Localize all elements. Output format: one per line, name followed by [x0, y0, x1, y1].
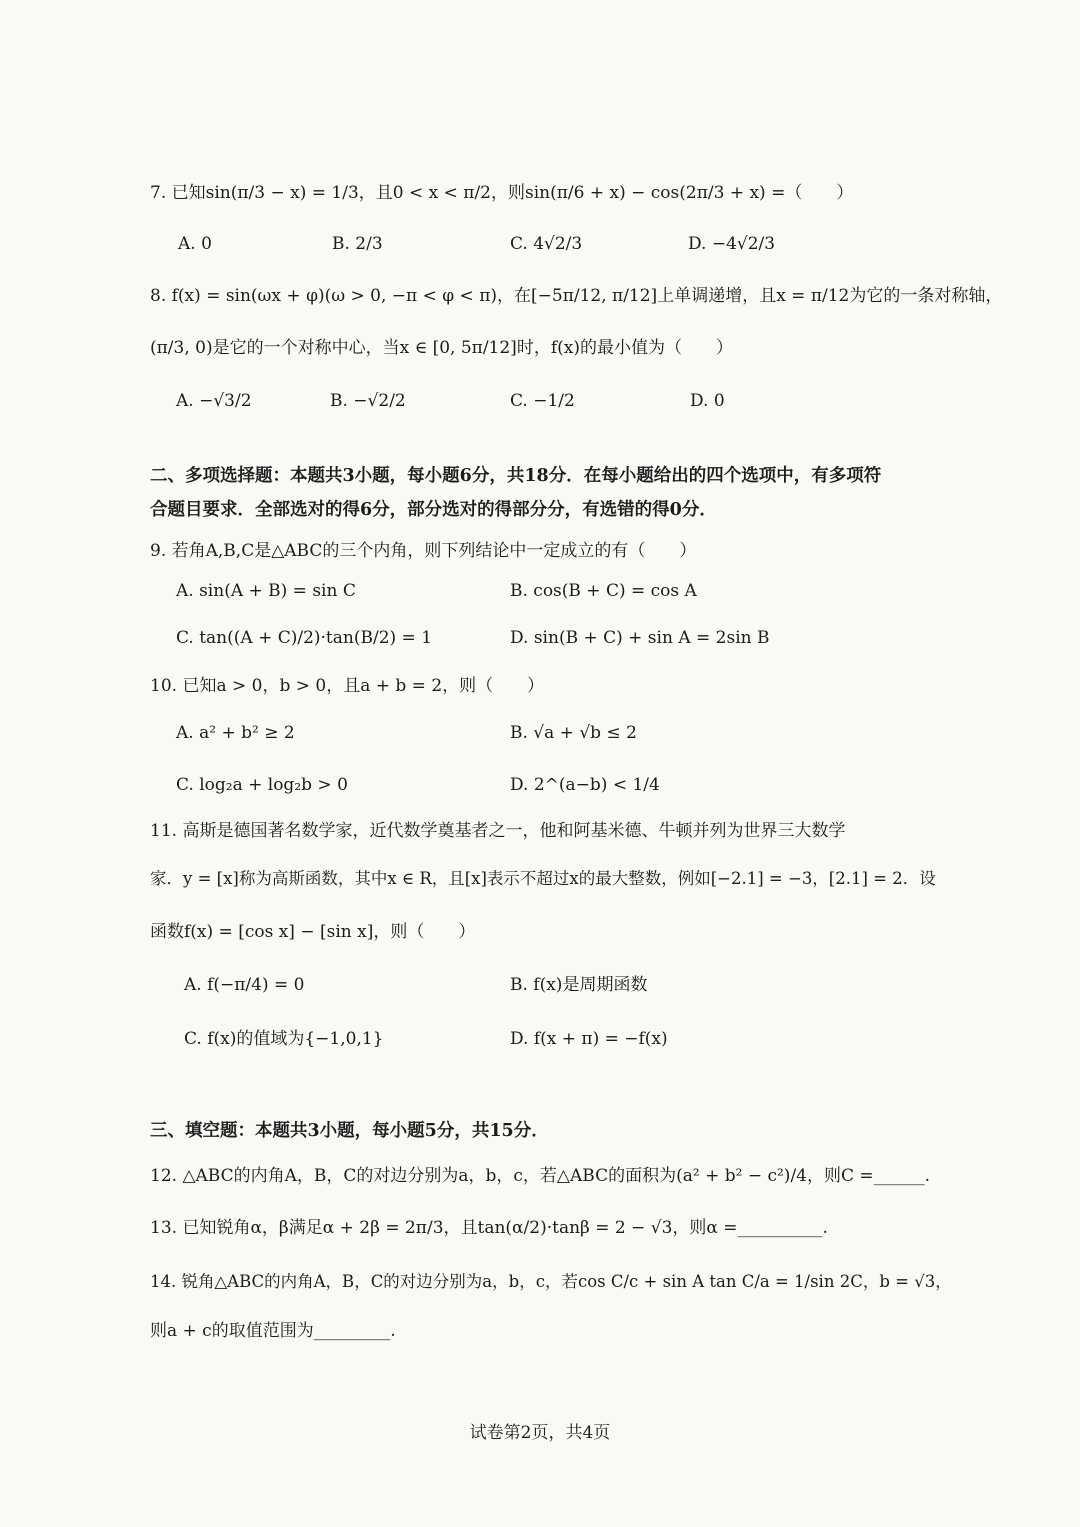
q7-option-b: B. 2/3 [332, 234, 383, 254]
section-fill-blank-heading: 三、填空题：本题共3小题，每小题5分，共15分． [150, 1121, 549, 1141]
q11-option-c: C. f(x)的值域为{−1,0,1} [184, 1029, 384, 1049]
q11-stem-line1: 11. 高斯是德国著名数学家，近代数学奠基者之一，他和阿基米德、牛顿并列为世界三大数学 [150, 821, 846, 841]
q9-option-d: D. sin(B + C) + sin A = 2sin B [510, 628, 770, 648]
q8-option-b: B. −√2/2 [330, 391, 406, 411]
q10-stem: 10. 已知a > 0，b > 0，且a + b = 2，则（ ） [150, 676, 545, 696]
page-footer: 试卷第2页，共4页 [469, 1423, 611, 1443]
q10-option-b: B. √a + √b ≤ 2 [510, 723, 637, 743]
q7-stem: 7. 已知sin(π/3 − x) = 1/3，且0 < x < π/2，则sin(π/6 + x) − cos(2π/3 + x) =（ ） [150, 183, 854, 203]
q7-option-c: C. 4√2/3 [510, 234, 583, 254]
q9-option-c: C. tan((A + C)/2)·tan(B/2) = 1 [176, 628, 433, 648]
q11-option-b: B. f(x)是周期函数 [510, 975, 648, 995]
q8-stem-line2: (π/3, 0)是它的一个对称中心，当x ∈ [0, 5π/12]时，f(x)的最小值为（ ） [150, 338, 733, 358]
q9-stem: 9. 若角A,B,C是△ABC的三个内角，则下列结论中一定成立的有（ ） [150, 541, 697, 561]
q10-option-d: D. 2^(a−b) < 1/4 [510, 775, 660, 795]
section-multi-choice-heading-line2: 合题目要求．全部选对的得6分，部分选对的得部分分，有选错的得0分． [150, 500, 717, 520]
q10-option-c: C. log₂a + log₂b > 0 [176, 775, 348, 795]
q11-stem-line3: 函数f(x) = [cos x] − [sin x]，则（ ） [150, 922, 476, 942]
q13-stem: 13. 已知锐角α，β满足α + 2β = 2π/3，且tan(α/2)·tanβ = 2 − √3，则α =__________. [150, 1218, 828, 1238]
q8-option-d: D. 0 [690, 391, 725, 411]
q7-option-d: D. −4√2/3 [688, 234, 776, 254]
q7-option-a: A. 0 [178, 234, 212, 254]
q8-option-a: A. −√3/2 [176, 391, 252, 411]
q11-stem-line2: 家．y = [x]称为高斯函数，其中x ∈ R，且[x]表示不超过x的最大整数，例如[−2.1] = −3，[2.1] = 2．设 [150, 869, 936, 888]
q11-option-d: D. f(x + π) = −f(x) [510, 1029, 668, 1049]
q14-stem-line1: 14. 锐角△ABC的内角A，B，C的对边分别为a，b，c，若cos C/c + sin A tan C/a = 1/sin 2C，b = √3， [150, 1272, 952, 1291]
q11-option-a: A. f(−π/4) = 0 [184, 975, 305, 995]
q8-option-c: C. −1/2 [510, 391, 575, 411]
q9-option-b: B. cos(B + C) = cos A [510, 581, 697, 601]
q14-stem-line2: 则a + c的取值范围为_________. [150, 1321, 396, 1341]
section-multi-choice-heading-line1: 二、多项选择题：本题共3小题，每小题6分，共18分．在每小题给出的四个选项中，有多项符 [150, 466, 882, 486]
q10-option-a: A. a² + b² ≥ 2 [176, 723, 295, 743]
q8-stem-line1: 8. f(x) = sin(ωx + φ)(ω > 0, −π < φ < π)，在[−5π/12, π/12]上单调递增，且x = π/12为它的一条对称轴， [150, 286, 1003, 306]
q9-option-a: A. sin(A + B) = sin C [176, 581, 356, 601]
q12-stem: 12. △ABC的内角A，B，C的对边分别为a，b，c，若△ABC的面积为(a² + b² − c²)/4，则C =______. [150, 1166, 931, 1186]
